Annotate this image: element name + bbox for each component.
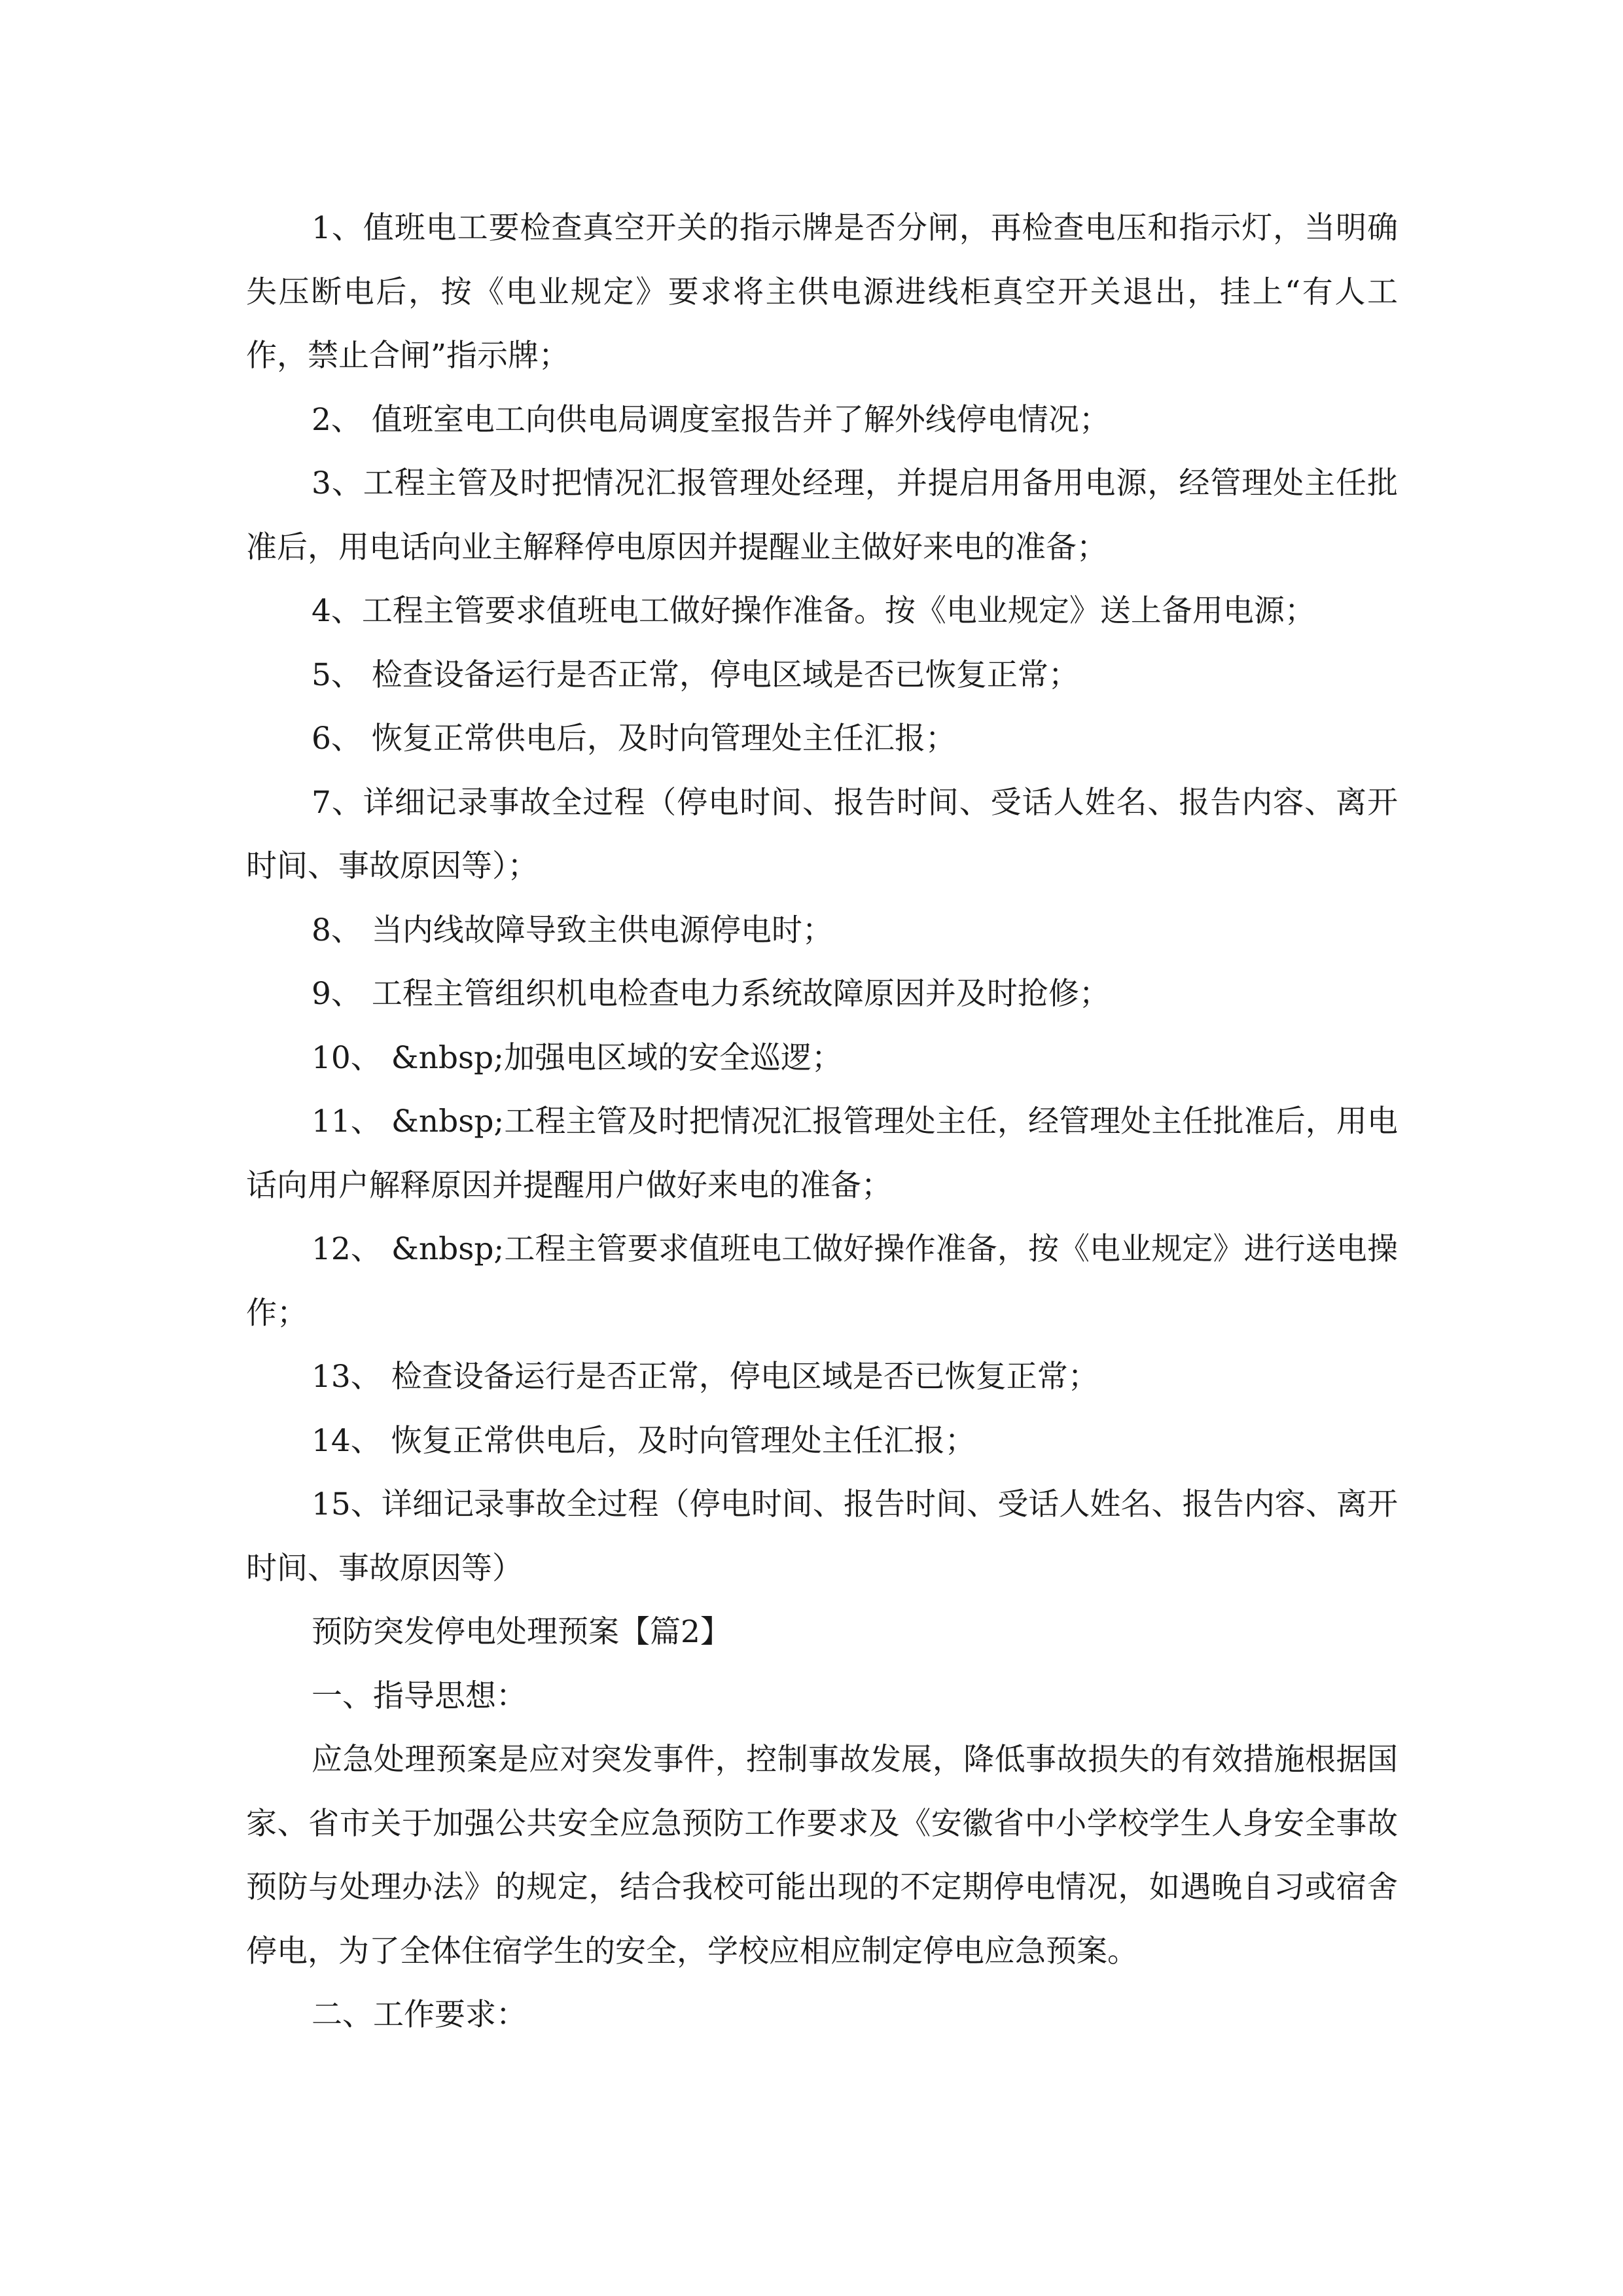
list-item-7: 7、详细记录事故全过程（停电时间、报告时间、受话人姓名、报告内容、离开时间、事故原因等）； xyxy=(246,784,1398,884)
list-item-12: 12、 &nbsp;工程主管要求值班电工做好操作准备，按《电业规定》进行送电操作； xyxy=(246,1231,1398,1331)
list-item-5: 5、 检查设备运行是否正常，停电区域是否已恢复正常； xyxy=(312,656,1079,693)
list-item-9: 9、 工程主管组织机电检查电力系统故障原因并及时抢修； xyxy=(312,976,1110,1012)
list-item-10: 10、 &nbsp;加强电区域的安全巡逻； xyxy=(312,1039,842,1076)
list-item-3: 3、工程主管及时把情况汇报管理处经理，并提启用备用电源，经管理处主任批准后，用电话向业主解释停电原因并提醒业主做好来电的准备； xyxy=(246,465,1398,565)
list-item-8: 8、 当内线故障导致主供电源停电时； xyxy=(312,912,833,948)
section-heading-guiding-ideology: 一、指导思想： xyxy=(312,1677,527,1714)
list-item-13: 13、 检查设备运行是否正常，停电区域是否已恢复正常； xyxy=(312,1359,1099,1395)
document-body xyxy=(246,196,1398,2047)
list-item-14: 14、 恢复正常供电后，及时向管理处主任汇报； xyxy=(312,1422,976,1459)
section-title: 预防突发停电处理预案【篇2】 xyxy=(312,1614,731,1650)
section-heading-work-requirements: 二、工作要求： xyxy=(312,1997,527,2033)
list-item-1: 1、值班电工要检查真空开关的指示牌是否分闸，再检查电压和指示灯，当明确失压断电后，按《电业规定》要求将主供电源进线柜真空开关退出，挂上“有人工作，禁止合闸”指示牌； xyxy=(246,210,1398,374)
list-item-15: 15、详细记录事故全过程（停电时间、报告时间、受话人姓名、报告内容、离开时间、事故原因等） xyxy=(246,1486,1398,1587)
body-paragraph: 应急处理预案是应对突发事件，控制事故发展，降低事故损失的有效措施根据国家、省市关于加强公共安全应急预防工作要求及《安徽省中小学校学生人身安全事故预防与处理办法》的规定，结合我校可能出现的不定期停电情况，如遇晚自习或宿舍停电，为了全体住宿学生的安全，学校应相应制定停电应急预案。 xyxy=(246,1742,1398,1969)
list-item-4: 4、工程主管要求值班电工做好操作准备。按《电业规定》送上备用电源； xyxy=(312,593,1315,629)
list-item-6: 6、 恢复正常供电后，及时向管理处主任汇报； xyxy=(312,721,956,757)
list-item-11: 11、 &nbsp;工程主管及时把情况汇报管理处主任，经管理处主任批准后，用电话向用户解释原因并提醒用户做好来电的准备； xyxy=(246,1103,1398,1204)
list-item-2: 2、 值班室电工向供电局调度室报告并了解外线停电情况； xyxy=(312,401,1110,438)
